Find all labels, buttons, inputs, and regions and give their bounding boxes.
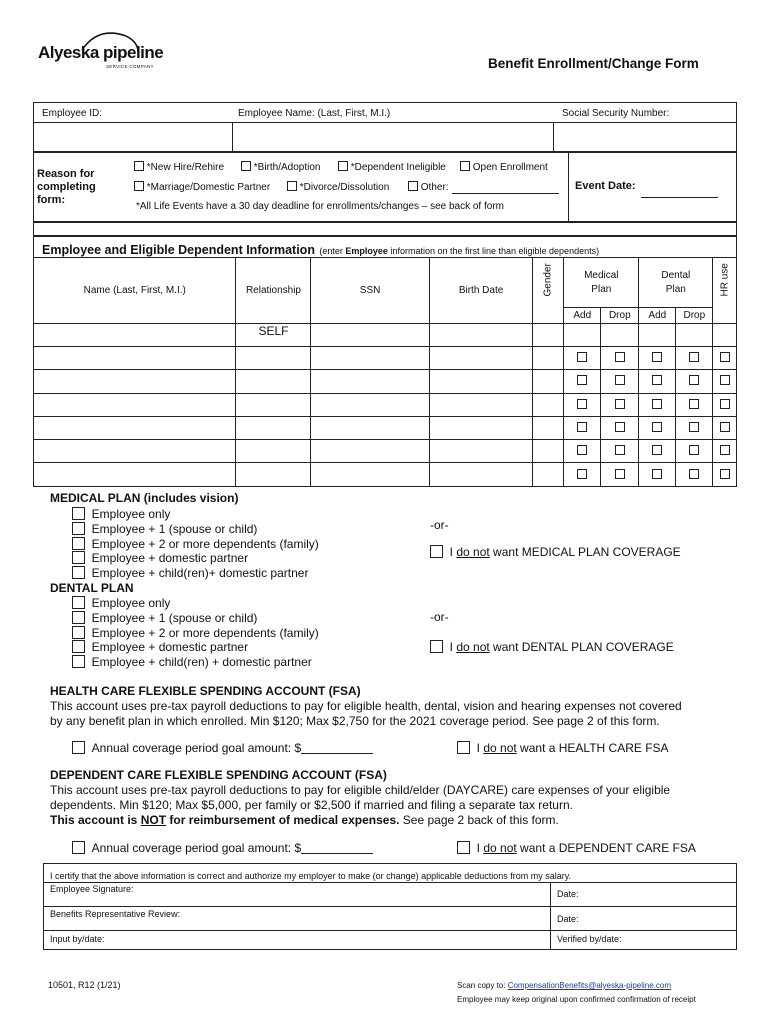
checkbox-icon[interactable]	[615, 469, 625, 479]
dependent-dental-drop-cell	[676, 347, 713, 370]
dependent-medical-add-cell	[564, 393, 601, 416]
checkbox-icon[interactable]	[72, 596, 85, 609]
dependent-medical-add-cell	[564, 324, 601, 347]
event-date-label: Event Date:	[575, 180, 636, 192]
checkbox-icon[interactable]	[689, 469, 699, 479]
checkbox-icon[interactable]	[720, 352, 730, 362]
dependent-relationship-cell[interactable]	[236, 393, 311, 416]
reason-other-field[interactable]	[452, 193, 559, 194]
hc-fsa-goal-amount-field[interactable]	[301, 741, 373, 754]
checkbox-icon[interactable]	[134, 161, 144, 171]
checkbox-icon[interactable]	[720, 422, 730, 432]
checkbox-icon[interactable]	[577, 469, 587, 479]
dependent-gender-cell[interactable]	[533, 463, 564, 486]
dc-fsa-description: This account uses pre-tax payroll deductions to pay for eligible child/elder (DAYCARE) care expenses of your eligible dependents. Min $120; Max $5,000, per family or $2,500 if married and filing a separate tax return. This account is NOT for reimbursement of medical expenses. See page 2 back of this form.	[50, 783, 671, 827]
dependent-relationship-cell[interactable]	[236, 463, 311, 486]
dependent-dental-drop-cell	[676, 463, 713, 486]
reason-divorce[interactable]: *Divorce/Dissolution	[287, 181, 389, 193]
checkbox-icon[interactable]	[615, 399, 625, 409]
dependent-row	[34, 370, 737, 393]
checkbox-icon[interactable]	[577, 352, 587, 362]
dependent-name-cell[interactable]	[34, 463, 236, 486]
checkbox-icon[interactable]	[72, 741, 85, 754]
dependent-birth-date-cell[interactable]	[429, 370, 533, 393]
dependent-medical-drop-cell	[601, 324, 639, 347]
employee-signature-field[interactable]	[44, 894, 549, 906]
checkbox-icon[interactable]	[457, 841, 470, 854]
dependent-ssn-cell[interactable]	[311, 463, 429, 486]
medical-plan-title: MEDICAL PLAN (includes vision)	[50, 491, 239, 505]
dependent-ssn-cell[interactable]	[311, 347, 429, 370]
dependent-hr-use-cell	[713, 370, 737, 393]
checkbox-icon[interactable]	[652, 352, 662, 362]
dependent-name-cell[interactable]	[34, 324, 236, 347]
dependents-table	[33, 257, 737, 487]
dependent-ssn-cell[interactable]	[311, 440, 429, 463]
checkbox-icon[interactable]	[720, 375, 730, 385]
dependent-dental-drop-cell	[676, 416, 713, 439]
dependent-gender-cell[interactable]	[533, 393, 564, 416]
input-by-label: Input by/date:	[50, 934, 105, 944]
medical-option[interactable]: Employee + domestic partner	[72, 551, 319, 566]
dependent-dental-add-cell	[639, 370, 676, 393]
checkbox-icon[interactable]	[652, 375, 662, 385]
col-header-birth-date: Birth Date	[429, 258, 533, 324]
checkbox-icon[interactable]	[615, 375, 625, 385]
checkbox-icon[interactable]	[241, 161, 251, 171]
dependent-row	[34, 347, 737, 370]
hc-fsa-title: HEALTH CARE FLEXIBLE SPENDING ACCOUNT (FSA)	[50, 684, 361, 698]
checkbox-icon[interactable]	[72, 640, 85, 653]
dependent-medical-add-cell	[564, 440, 601, 463]
checkbox-icon[interactable]	[652, 469, 662, 479]
col-header-relationship: Relationship	[236, 258, 311, 324]
logo-subtext: SERVICE COMPANY	[106, 64, 154, 69]
dependent-hr-use-cell	[713, 393, 737, 416]
reason-new-hire[interactable]: *New Hire/Rehire	[134, 161, 224, 173]
dependent-birth-date-cell[interactable]	[429, 324, 533, 347]
dependent-relationship-cell[interactable]	[236, 416, 311, 439]
reason-open-enrollment[interactable]: Open Enrollment	[460, 161, 548, 173]
dc-fsa-goal-amount-field[interactable]	[301, 841, 373, 854]
dependent-gender-cell[interactable]	[533, 440, 564, 463]
checkbox-icon[interactable]	[652, 445, 662, 455]
employee-id-field[interactable]	[34, 123, 231, 151]
dependent-medical-drop-cell	[601, 370, 639, 393]
checkbox-icon[interactable]	[134, 181, 144, 191]
reason-marriage[interactable]: *Marriage/Domestic Partner	[134, 181, 270, 193]
checkbox-icon[interactable]	[72, 537, 85, 550]
checkbox-icon[interactable]	[430, 545, 443, 558]
dependent-gender-cell[interactable]	[533, 324, 564, 347]
dependents-section-title: Employee and Eligible Dependent Information (enter Employee information on the first line than eligible dependents)	[42, 243, 600, 257]
dependent-ssn-cell[interactable]	[311, 324, 429, 347]
scan-copy-line: Scan copy to: CompensationBenefits@alyeska-pipeline.com	[457, 981, 672, 990]
hc-fsa-goal[interactable]: Annual coverage period goal amount: $	[72, 741, 373, 755]
checkbox-icon[interactable]	[72, 655, 85, 668]
checkbox-icon[interactable]	[430, 640, 443, 653]
logo-text: Alyeska pipeline	[38, 43, 164, 62]
dependent-row	[34, 463, 737, 486]
checkbox-icon[interactable]	[577, 375, 587, 385]
employee-name-field[interactable]	[233, 123, 552, 151]
benefits-rep-label: Benefits Representative Review:	[50, 909, 181, 919]
dependent-birth-date-cell[interactable]	[429, 393, 533, 416]
dependent-dental-drop-cell	[676, 324, 713, 347]
dependent-dental-drop-cell	[676, 393, 713, 416]
dental-plan-options	[72, 596, 319, 670]
checkbox-icon[interactable]	[577, 445, 587, 455]
checkbox-icon[interactable]	[338, 161, 348, 171]
checkbox-icon[interactable]	[460, 161, 470, 171]
dependent-hr-use-cell	[713, 463, 737, 486]
dependent-relationship-cell[interactable]: SELF	[236, 324, 311, 347]
dependent-medical-drop-cell	[601, 393, 639, 416]
employee-id-label: Employee ID:	[42, 108, 103, 119]
col-header-ssn: SSN	[311, 258, 429, 324]
dependent-medical-add-cell	[564, 416, 601, 439]
dependent-row	[34, 416, 737, 439]
dental-option[interactable]: Employee + 2 or more dependents (family)	[72, 626, 319, 641]
dependent-hr-use-cell	[713, 416, 737, 439]
dependent-dental-add-cell	[639, 463, 676, 486]
dependent-hr-use-cell	[713, 440, 737, 463]
dependent-medical-drop-cell	[601, 347, 639, 370]
dependent-gender-cell[interactable]	[533, 370, 564, 393]
dependent-medical-drop-cell	[601, 416, 639, 439]
dependent-gender-cell[interactable]	[533, 347, 564, 370]
reason-label: Reason for completing form:	[37, 168, 96, 206]
dependent-relationship-cell[interactable]	[236, 347, 311, 370]
checkbox-icon[interactable]	[72, 611, 85, 624]
dc-fsa-decline-option[interactable]: I do not want a DEPENDENT CARE FSA	[457, 841, 696, 855]
checkbox-icon[interactable]	[689, 375, 699, 385]
dependent-name-cell[interactable]	[34, 416, 236, 439]
checkbox-icon[interactable]	[689, 399, 699, 409]
checkbox-icon[interactable]	[652, 422, 662, 432]
checkbox-icon[interactable]	[72, 626, 85, 639]
dependent-dental-add-cell	[639, 324, 676, 347]
dependent-hr-use-cell	[713, 324, 737, 347]
dental-decline-option[interactable]: I do not want DENTAL PLAN COVERAGE	[430, 640, 674, 654]
dc-fsa-title: DEPENDENT CARE FLEXIBLE SPENDING ACCOUNT (FSA)	[50, 768, 387, 782]
dental-option[interactable]: Employee + 1 (spouse or child)	[72, 611, 319, 626]
dependent-relationship-cell[interactable]	[236, 370, 311, 393]
dependent-medical-add-cell	[564, 463, 601, 486]
medical-option[interactable]: Employee + 2 or more dependents (family)	[72, 537, 319, 552]
scan-email-link[interactable]: CompensationBenefits@alyeska-pipeline.com	[507, 981, 672, 990]
checkbox-icon[interactable]	[720, 399, 730, 409]
checkbox-icon[interactable]	[72, 566, 85, 579]
checkbox-icon[interactable]	[72, 522, 85, 535]
dependent-name-cell[interactable]	[34, 440, 236, 463]
checkbox-icon[interactable]	[72, 551, 85, 564]
col-header-name: Name (Last, First, M.I.)	[34, 258, 236, 324]
dependent-ssn-cell[interactable]	[311, 416, 429, 439]
dependent-row	[34, 324, 737, 347]
col-header-hr-use: HR use	[713, 258, 737, 324]
dependent-hr-use-cell	[713, 347, 737, 370]
col-header-dental-drop: Drop	[676, 308, 713, 324]
company-logo	[38, 28, 168, 78]
form-number: 10501, R12 (1/21)	[48, 980, 121, 990]
dependent-relationship-cell[interactable]	[236, 440, 311, 463]
dependent-birth-date-cell[interactable]	[429, 440, 533, 463]
checkbox-icon[interactable]	[720, 445, 730, 455]
dependent-row	[34, 393, 737, 416]
dental-option[interactable]: Employee + domestic partner	[72, 640, 319, 655]
dependent-dental-add-cell	[639, 440, 676, 463]
col-header-medical-add: Add	[564, 308, 601, 324]
dental-plan-title: DENTAL PLAN	[50, 581, 134, 595]
reason-birth-adoption[interactable]: *Birth/Adoption	[241, 161, 321, 173]
col-header-dental-plan: Dental Plan	[639, 258, 713, 308]
checkbox-icon[interactable]	[72, 507, 85, 520]
checkbox-icon[interactable]	[615, 352, 625, 362]
ssn-label: Social Security Number:	[562, 108, 670, 119]
medical-option[interactable]: Employee + child(ren)+ domestic partner	[72, 566, 319, 581]
col-header-dental-add: Add	[639, 308, 676, 324]
event-date-field[interactable]	[641, 197, 718, 198]
dependent-name-cell[interactable]	[34, 347, 236, 370]
dependent-birth-date-cell[interactable]	[429, 347, 533, 370]
dependent-medical-drop-cell	[601, 440, 639, 463]
checkbox-icon[interactable]	[720, 469, 730, 479]
checkbox-icon[interactable]	[689, 445, 699, 455]
certification-text: I certify that the above information is correct and authorize my employer to make (or change) applicable deductions from my salary.	[50, 871, 572, 881]
date-label-2: Date:	[557, 914, 579, 924]
verified-by-label: Verified by/date:	[557, 934, 622, 944]
dependent-name-cell[interactable]	[34, 370, 236, 393]
col-header-gender: Gender	[533, 258, 564, 324]
checkbox-icon[interactable]	[652, 399, 662, 409]
dependent-medical-add-cell	[564, 370, 601, 393]
checkbox-icon[interactable]	[577, 422, 587, 432]
keep-original-note: Employee may keep original upon confirmed confirmation of receipt	[457, 995, 696, 1004]
dependent-dental-add-cell	[639, 347, 676, 370]
medical-option[interactable]: Employee only	[72, 507, 319, 522]
checkbox-icon[interactable]	[615, 422, 625, 432]
date-label-1: Date:	[557, 889, 579, 899]
dental-or: -or-	[430, 610, 449, 624]
medical-decline-option[interactable]: I do not want MEDICAL PLAN COVERAGE	[430, 545, 681, 559]
dependent-medical-add-cell	[564, 347, 601, 370]
checkbox-icon[interactable]	[457, 741, 470, 754]
checkbox-icon[interactable]	[287, 181, 297, 191]
medical-option[interactable]: Employee + 1 (spouse or child)	[72, 522, 319, 537]
col-header-medical-plan: Medical Plan	[564, 258, 639, 308]
dependent-ssn-cell[interactable]	[311, 370, 429, 393]
employee-name-label: Employee Name: (Last, First, M.I.)	[238, 108, 391, 119]
checkbox-icon[interactable]	[577, 399, 587, 409]
dependent-birth-date-cell[interactable]	[429, 463, 533, 486]
dependent-gender-cell[interactable]	[533, 416, 564, 439]
checkbox-icon[interactable]	[72, 841, 85, 854]
employee-signature-label: Employee Signature:	[50, 884, 134, 894]
checkbox-icon[interactable]	[689, 352, 699, 362]
dependent-dental-add-cell	[639, 416, 676, 439]
dependent-name-cell[interactable]	[34, 393, 236, 416]
dependent-medical-drop-cell	[601, 463, 639, 486]
reason-dependent-ineligible[interactable]: *Dependent Ineligible	[338, 161, 446, 173]
medical-plan-options	[72, 507, 319, 581]
dependent-dental-drop-cell	[676, 370, 713, 393]
life-events-note: *All Life Events have a 30 day deadline for enrollments/changes – see back of form	[136, 201, 504, 212]
dependent-dental-drop-cell	[676, 440, 713, 463]
hc-fsa-decline-option[interactable]: I do not want a HEALTH CARE FSA	[457, 741, 669, 755]
col-header-medical-drop: Drop	[601, 308, 639, 324]
medical-or: -or-	[430, 518, 449, 532]
reason-other[interactable]: Other:	[408, 181, 449, 193]
hc-fsa-description: This account uses pre-tax payroll deductions to pay for eligible health, dental, vision and hearing expenses not covered by any benefit plan in which enrolled. Min $120; Max $2,750 for the 2021 coverage period. See page 2 of this form.	[50, 699, 682, 728]
form-title: Benefit Enrollment/Change Form	[488, 56, 699, 71]
ssn-field[interactable]	[554, 123, 736, 151]
dependent-ssn-cell[interactable]	[311, 393, 429, 416]
dental-option[interactable]: Employee only	[72, 596, 319, 611]
dependent-dental-add-cell	[639, 393, 676, 416]
dependent-birth-date-cell[interactable]	[429, 416, 533, 439]
checkbox-icon[interactable]	[689, 422, 699, 432]
dependent-row	[34, 440, 737, 463]
checkbox-icon[interactable]	[408, 181, 418, 191]
dc-fsa-goal[interactable]: Annual coverage period goal amount: $	[72, 841, 373, 855]
checkbox-icon[interactable]	[615, 445, 625, 455]
dental-option[interactable]: Employee + child(ren) + domestic partner	[72, 655, 319, 670]
